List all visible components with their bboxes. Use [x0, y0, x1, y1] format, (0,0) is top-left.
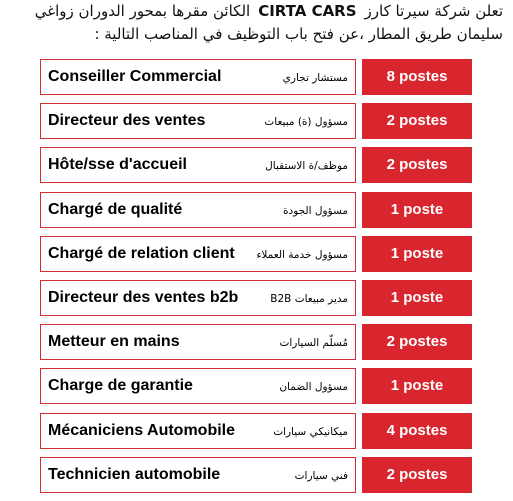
intro-line-2: سليمان طريق المطار ،عن فتح باب التوظيف في المناصب التالية :	[94, 25, 503, 43]
position-title-fr: Technicien automobile	[48, 465, 221, 483]
position-row	[40, 413, 472, 449]
position-count-badge: 8 postes	[362, 59, 472, 95]
position-title-ar: مُسلّم السيارات	[279, 337, 348, 350]
position-row	[40, 368, 472, 404]
position-title-fr: Directeur des ventes	[48, 112, 206, 130]
position-title-box	[40, 59, 356, 95]
position-title-box	[40, 147, 356, 183]
position-title-ar: موظف/ة الاستقبال	[265, 160, 348, 173]
position-count-badge: 1 poste	[362, 192, 472, 228]
position-count-badge: 1 poste	[362, 236, 472, 272]
position-title-box	[40, 236, 356, 272]
position-row	[40, 192, 472, 228]
position-row	[40, 59, 472, 95]
position-title-fr: Mécaniciens Automobile	[48, 421, 235, 439]
position-title-fr: Chargé de relation client	[48, 244, 235, 262]
position-count-badge: 1 poste	[362, 280, 472, 316]
announcement-intro	[0, 0, 513, 50]
position-title-ar: مسؤول خدمة العملاء	[256, 248, 348, 261]
position-title-box	[40, 324, 356, 360]
positions-list	[40, 59, 472, 501]
position-title-ar: مستشار تجاري	[282, 72, 348, 84]
position-count-badge: 1 poste	[362, 368, 472, 404]
position-title-box	[40, 413, 356, 449]
position-title-ar: مسؤول الضمان	[279, 381, 348, 394]
position-count-badge: 4 postes	[362, 413, 472, 449]
position-row	[40, 280, 472, 316]
position-title-box	[40, 368, 356, 404]
position-title-fr: Charge de garantie	[48, 377, 193, 395]
position-title-fr: Hôte/sse d'accueil	[48, 156, 187, 174]
position-row	[40, 324, 472, 360]
position-row	[40, 457, 472, 493]
position-title-box	[40, 457, 356, 493]
position-title-fr: Directeur des ventes b2b	[48, 288, 239, 306]
position-title-ar: مسؤول (ة) مبيعات	[264, 116, 348, 129]
position-row	[40, 103, 472, 139]
position-title-ar: مسؤول الجودة	[283, 204, 348, 217]
position-title-ar: مدير مبيعات B2B	[270, 292, 348, 305]
position-title-box	[40, 280, 356, 316]
position-title-fr: Metteur en mains	[48, 333, 180, 351]
position-title-fr: Conseiller Commercial	[48, 68, 222, 85]
intro-line-1-end: الكائن مقرها بمحور الدوران زواغي	[34, 2, 251, 20]
position-title-fr: Chargé de qualité	[48, 200, 183, 218]
intro-line-1	[35, 1, 503, 21]
position-row	[40, 147, 472, 183]
intro-line-1-start: تعلن شركة سيرتا كارز	[364, 2, 503, 20]
position-title-box	[40, 192, 356, 228]
position-title-ar: ميكانيكي سيارات	[273, 425, 348, 438]
position-count-badge: 2 postes	[362, 324, 472, 360]
position-count-badge: 2 postes	[362, 147, 472, 183]
brand-name: CIRTA CARS	[258, 2, 357, 20]
position-title-box	[40, 103, 356, 139]
position-row	[40, 236, 472, 272]
position-count-badge: 2 postes	[362, 457, 472, 493]
position-title-ar: فني سيارات	[294, 469, 348, 482]
position-count-badge: 2 postes	[362, 103, 472, 139]
